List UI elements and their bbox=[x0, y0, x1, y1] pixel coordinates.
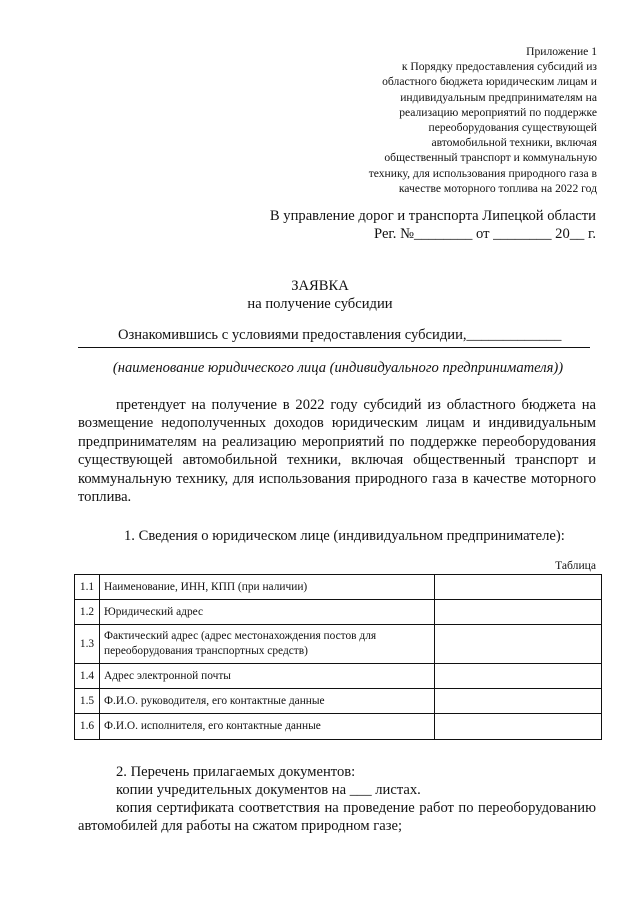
row-label: Ф.И.О. руководителя, его контактные данные bbox=[100, 689, 435, 714]
row-number: 1.2 bbox=[75, 600, 100, 625]
attached-document-item: копии учредительных документов на ___ листах. bbox=[116, 782, 421, 798]
row-label: Юридический адрес bbox=[100, 600, 435, 625]
annex-line: автомобильной техники, включая bbox=[431, 136, 597, 150]
section-1-heading: 1. Сведения о юридическом лице (индивидуальном предпринимателе): bbox=[124, 528, 565, 544]
row-number: 1.3 bbox=[75, 625, 100, 664]
annex-line: общественный транспорт и коммунальную bbox=[384, 151, 597, 165]
document-subtitle: на получение субсидии bbox=[247, 296, 393, 312]
annex-line: областного бюджета юридическим лицам и bbox=[382, 75, 597, 89]
applicant-name-blank-line bbox=[78, 337, 590, 348]
annex-line: к Порядку предоставления субсидий из bbox=[401, 60, 597, 74]
row-label: Фактический адрес (адрес местонахождения постов для переоборудования транспортных средств) bbox=[100, 625, 435, 664]
table-row bbox=[75, 714, 602, 740]
addressee-recipient: В управление дорог и транспорта Липецкой области bbox=[269, 208, 596, 224]
attached-document-item: копия сертификата соответствия на проведение работ по переоборудованию автомобилей для работы на сжатом природном газе; bbox=[78, 800, 596, 835]
annex-line: качестве моторного топлива на 2022 год bbox=[398, 181, 597, 195]
row-value-cell[interactable] bbox=[435, 714, 602, 740]
addressee-block bbox=[270, 207, 596, 243]
table-caption: Таблица bbox=[555, 559, 596, 572]
applicant-info-table bbox=[74, 574, 602, 740]
claim-paragraph: претендует на получение в 2022 году субсидий из областного бюджета на возмещение недополученных доходов юридическим лицам и индивидуальным предпринимателям на реализацию мероприятий по поддержке переоборудования существующей автомобильной техники, включая общественный транспорт и коммунальную технику, для использования природного газа в качестве моторного топлива. bbox=[78, 397, 596, 506]
document-title: ЗАЯВКА bbox=[291, 278, 349, 294]
applicant-name-note: (наименование юридического лица (индивидуального предпринимателя)) bbox=[112, 360, 564, 376]
row-number: 1.5 bbox=[75, 689, 100, 714]
row-number: 1.6 bbox=[75, 714, 100, 740]
table-row bbox=[75, 625, 602, 664]
row-label: Наименование, ИНН, КПП (при наличии) bbox=[100, 575, 435, 600]
annex-line: Приложение 1 bbox=[526, 45, 597, 58]
registration-number-line: Рег. №________ от ________ 20__ г. bbox=[374, 226, 596, 242]
row-value-cell[interactable] bbox=[435, 600, 602, 625]
row-value-cell[interactable] bbox=[435, 689, 602, 714]
annex-line: технику, для использования природного газа в bbox=[368, 166, 597, 180]
intro-text: Ознакомившись с условиями предоставления субсидии,_____________ bbox=[118, 327, 562, 343]
annex-header bbox=[297, 44, 597, 196]
row-label: Ф.И.О. исполнителя, его контактные данные bbox=[100, 714, 435, 740]
row-value-cell[interactable] bbox=[435, 664, 602, 689]
annex-line: индивидуальным предпринимателям на bbox=[400, 90, 597, 104]
row-number: 1.1 bbox=[75, 575, 100, 600]
row-value-cell[interactable] bbox=[435, 575, 602, 600]
annex-line: реализацию мероприятий по поддержке bbox=[399, 105, 597, 119]
annex-line: переоборудования существующей bbox=[428, 121, 597, 135]
row-value-cell[interactable] bbox=[435, 625, 602, 664]
table-row bbox=[75, 664, 602, 689]
table-row bbox=[75, 600, 602, 625]
row-number: 1.4 bbox=[75, 664, 100, 689]
table-row bbox=[75, 575, 602, 600]
row-label: Адрес электронной почты bbox=[100, 664, 435, 689]
table-row bbox=[75, 689, 602, 714]
section-2-heading: 2. Перечень прилагаемых документов: bbox=[116, 764, 356, 780]
